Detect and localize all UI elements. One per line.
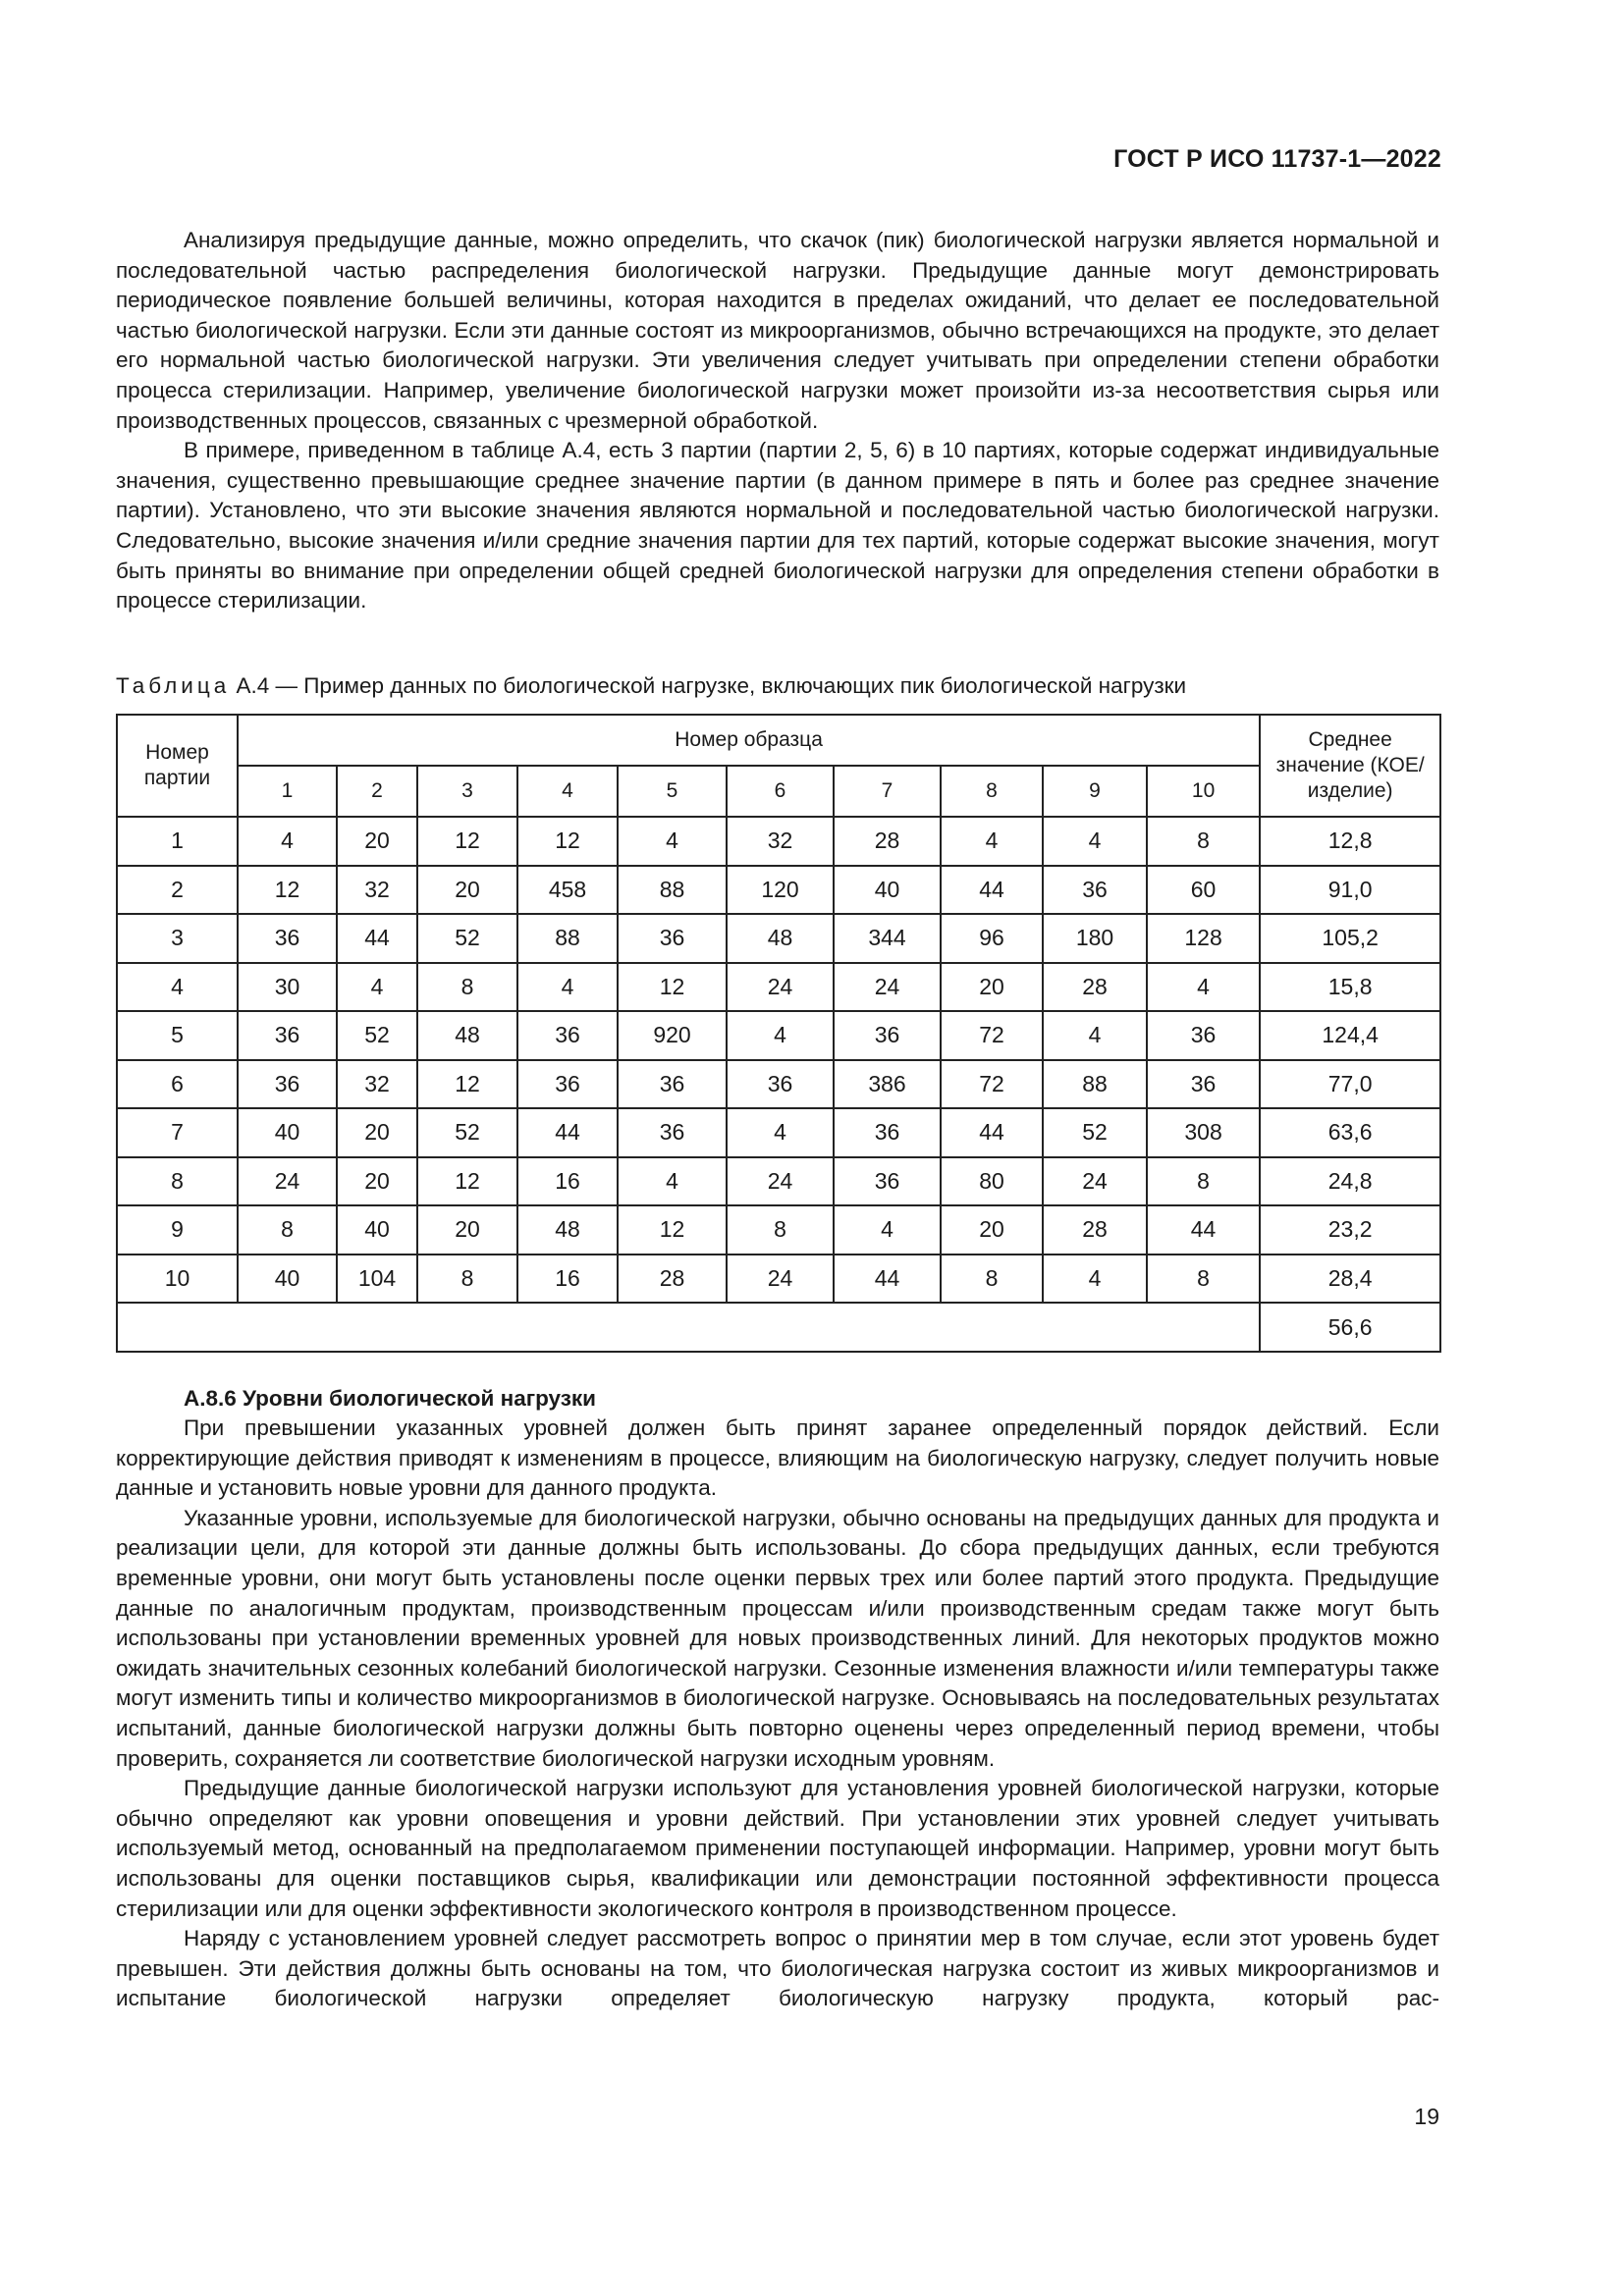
batch-mean-cell: 63,6 bbox=[1260, 1108, 1440, 1157]
sample-value-cell: 44 bbox=[517, 1108, 618, 1157]
sample-value-cell: 8 bbox=[941, 1255, 1043, 1304]
sample-value-cell: 32 bbox=[727, 817, 834, 866]
sample-value-cell: 48 bbox=[417, 1011, 517, 1060]
table-row bbox=[117, 1060, 1440, 1109]
sample-number-cell: 8 bbox=[941, 766, 1043, 817]
sample-value-cell: 8 bbox=[417, 1255, 517, 1304]
sample-value-cell: 20 bbox=[417, 866, 517, 915]
sample-value-cell: 4 bbox=[238, 817, 337, 866]
sample-value-cell: 60 bbox=[1147, 866, 1260, 915]
sample-value-cell: 28 bbox=[1043, 963, 1147, 1012]
sample-value-cell: 4 bbox=[337, 963, 417, 1012]
batch-number-cell: 4 bbox=[117, 963, 238, 1012]
sample-value-cell: 180 bbox=[1043, 914, 1147, 963]
table-row bbox=[117, 963, 1440, 1012]
sample-number-cell: 5 bbox=[618, 766, 727, 817]
sample-value-cell: 24 bbox=[834, 963, 941, 1012]
sample-number-cell: 3 bbox=[417, 766, 517, 817]
sample-value-cell: 40 bbox=[834, 866, 941, 915]
sample-value-cell: 8 bbox=[1147, 1255, 1260, 1304]
sample-value-cell: 88 bbox=[517, 914, 618, 963]
sample-value-cell: 88 bbox=[618, 866, 727, 915]
page-number: 19 bbox=[1414, 2104, 1439, 2129]
table-row bbox=[117, 866, 1440, 915]
sample-value-cell: 4 bbox=[1043, 1011, 1147, 1060]
sample-value-cell: 24 bbox=[727, 1255, 834, 1304]
section-text bbox=[116, 1414, 1439, 2014]
sample-value-cell: 36 bbox=[238, 1060, 337, 1109]
caption-text: А.4 — Пример данных по биологической нагрузке, включающих пик биологической нагрузки bbox=[230, 673, 1187, 698]
paragraph: Указанные уровни, используемые для биологической нагрузки, обычно основаны на предыдущих данных для продукта и реализации цели, для которой эти данные должны быть использованы. До сбора предыдущих данных, если требуются временные уровни, они могут быть установлены после оценки первых трех или более партий этого продукта. Предыдущие данные по аналогичным продуктам, производственным процессам и/или производственным средам также могут быть использованы при установлении временных уровней для новых производственных линий. Для некоторых продуктов можно ожидать значительных сезонных колебаний биологической нагрузки. Сезонные изменения влажности и/или температуры также могут изменить типы и количество микроорганизмов в биологической нагрузке. Основываясь на последовательных результатах испытаний, данные биологической нагрузки должны быть повторно оценены через определенный период времени, чтобы проверить, сохраняется ли соответствие биологической нагрузки исходным уровням. bbox=[116, 1505, 1439, 1771]
batch-mean-cell: 15,8 bbox=[1260, 963, 1440, 1012]
sample-value-cell: 8 bbox=[727, 1205, 834, 1255]
table-row bbox=[117, 1205, 1440, 1255]
sample-value-cell: 8 bbox=[238, 1205, 337, 1255]
sample-value-cell: 72 bbox=[941, 1060, 1043, 1109]
sample-value-cell: 4 bbox=[618, 817, 727, 866]
sample-value-cell: 36 bbox=[727, 1060, 834, 1109]
sample-value-cell: 88 bbox=[1043, 1060, 1147, 1109]
sample-value-cell: 36 bbox=[238, 914, 337, 963]
sample-value-cell: 72 bbox=[941, 1011, 1043, 1060]
sample-value-cell: 4 bbox=[1147, 963, 1260, 1012]
sample-value-cell: 308 bbox=[1147, 1108, 1260, 1157]
batch-mean-cell: 28,4 bbox=[1260, 1255, 1440, 1304]
sample-value-cell: 36 bbox=[834, 1011, 941, 1060]
sample-value-cell: 104 bbox=[337, 1255, 417, 1304]
sample-value-cell: 8 bbox=[417, 963, 517, 1012]
paragraph: Анализируя предыдущие данные, можно определить, что скачок (пик) биологической нагрузки является нормальной и последовательной частью распределения биологической нагрузки. Предыдущие данные могут демонстрировать периодическое появление большей величины, которая находится в пределах ожиданий, что делает ее последовательной частью биологической нагрузки. Если эти данные состоят из микроорганизмов, обычно встречающихся на продукте, это делает его нормальной частью биологической нагрузки. Эти увеличения следует учитывать при определении степени обработки процесса стерилизации. Например, увеличение биологической нагрузки может произойти из-за несоответствия сырья или производственных процессов, связанных с чрезмерной обработкой. bbox=[116, 228, 1439, 433]
table-row bbox=[117, 817, 1440, 866]
sample-value-cell: 44 bbox=[834, 1255, 941, 1304]
overall-mean-cell: 56,6 bbox=[1260, 1303, 1440, 1352]
sample-number-header: Номер образца bbox=[238, 715, 1260, 766]
paragraph: Наряду с установлением уровней следует рассмотреть вопрос о принятии мер в том случае, если этот уровень будет превышен. Эти действия должны быть основаны на том, что биологическая нагрузка состоит из живых микроорганизмов и испытание биологической нагрузки определяет биологическую нагрузку продукта, который рас- bbox=[116, 1926, 1439, 2011]
sample-value-cell: 4 bbox=[727, 1011, 834, 1060]
sample-value-cell: 12 bbox=[417, 1060, 517, 1109]
batch-mean-cell: 105,2 bbox=[1260, 914, 1440, 963]
table-row bbox=[117, 1011, 1440, 1060]
batch-mean-cell: 77,0 bbox=[1260, 1060, 1440, 1109]
sample-number-cell: 2 bbox=[337, 766, 417, 817]
sample-number-cell: 1 bbox=[238, 766, 337, 817]
section-title: А.8.6 Уровни биологической нагрузки bbox=[184, 1386, 597, 1411]
sample-value-cell: 30 bbox=[238, 963, 337, 1012]
sample-value-cell: 24 bbox=[1043, 1157, 1147, 1206]
sample-value-cell: 40 bbox=[238, 1108, 337, 1157]
sample-number-cell: 6 bbox=[727, 766, 834, 817]
sample-value-cell: 24 bbox=[727, 963, 834, 1012]
sample-value-cell: 36 bbox=[517, 1060, 618, 1109]
table-row bbox=[117, 914, 1440, 963]
sample-value-cell: 36 bbox=[618, 914, 727, 963]
batch-mean-cell: 91,0 bbox=[1260, 866, 1440, 915]
sample-value-cell: 36 bbox=[517, 1011, 618, 1060]
sample-value-cell: 36 bbox=[618, 1108, 727, 1157]
sample-value-cell: 48 bbox=[517, 1205, 618, 1255]
sample-value-cell: 16 bbox=[517, 1255, 618, 1304]
sample-number-cell: 10 bbox=[1147, 766, 1260, 817]
paragraph: В примере, приведенном в таблице А.4, есть 3 партии (партии 2, 5, 6) в 10 партиях, которые содержат индивидуальные значения, существенно превышающие среднее значение партии (в данном примере в пять и более раз среднее значение партии). Установлено, что эти высокие значения являются нормальной и последовательной частью биологической нагрузки. Следовательно, высокие значения и/или средние значения партии для тех партий, которые содержат высокие значения, могут быть приняты во внимание при определении общей средней биологической нагрузки для определения степени обработки в процессе стерилизации. bbox=[116, 438, 1439, 614]
sample-value-cell: 4 bbox=[517, 963, 618, 1012]
sample-value-cell: 28 bbox=[834, 817, 941, 866]
table-row bbox=[117, 1157, 1440, 1206]
batch-number-cell: 5 bbox=[117, 1011, 238, 1060]
sample-value-cell: 16 bbox=[517, 1157, 618, 1206]
batch-number-cell: 1 bbox=[117, 817, 238, 866]
sample-number-cell: 7 bbox=[834, 766, 941, 817]
sample-value-cell: 458 bbox=[517, 866, 618, 915]
batch-number-cell: 6 bbox=[117, 1060, 238, 1109]
sample-value-cell: 24 bbox=[238, 1157, 337, 1206]
sample-value-cell: 20 bbox=[941, 963, 1043, 1012]
document-header: ГОСТ Р ИСО 11737-1—2022 bbox=[1113, 145, 1441, 173]
sample-value-cell: 52 bbox=[417, 1108, 517, 1157]
batch-mean-cell: 12,8 bbox=[1260, 817, 1440, 866]
sample-value-cell: 36 bbox=[618, 1060, 727, 1109]
sample-value-cell: 20 bbox=[337, 817, 417, 866]
batch-mean-cell: 124,4 bbox=[1260, 1011, 1440, 1060]
sample-value-cell: 24 bbox=[727, 1157, 834, 1206]
sample-value-cell: 12 bbox=[417, 1157, 517, 1206]
sample-value-cell: 4 bbox=[1043, 1255, 1147, 1304]
sample-value-cell: 36 bbox=[1147, 1011, 1260, 1060]
table-caption bbox=[116, 671, 1451, 701]
sample-value-cell: 4 bbox=[618, 1157, 727, 1206]
sample-value-cell: 36 bbox=[1043, 866, 1147, 915]
sample-value-cell: 52 bbox=[1043, 1108, 1147, 1157]
sample-value-cell: 44 bbox=[337, 914, 417, 963]
sample-value-cell: 36 bbox=[834, 1108, 941, 1157]
sample-value-cell: 128 bbox=[1147, 914, 1260, 963]
sample-value-cell: 20 bbox=[941, 1205, 1043, 1255]
table-row bbox=[117, 1255, 1440, 1304]
sample-value-cell: 344 bbox=[834, 914, 941, 963]
intro-text bbox=[116, 226, 1439, 616]
table-row bbox=[117, 1108, 1440, 1157]
sample-value-cell: 52 bbox=[337, 1011, 417, 1060]
paragraph: При превышении указанных уровней должен быть принят заранее определенный порядок действий. Если корректирующие действия приводят к изменениям в процессе, влияющим на биологическую нагрузку, следует получить новые данные и установить новые уровни для данного продукта. bbox=[116, 1415, 1439, 1501]
sample-value-cell: 12 bbox=[517, 817, 618, 866]
sample-value-cell: 8 bbox=[1147, 1157, 1260, 1206]
mean-value-header: Среднее значение (КОЕ/ изделие) bbox=[1260, 715, 1440, 817]
sample-value-cell: 28 bbox=[1043, 1205, 1147, 1255]
sample-value-cell: 8 bbox=[1147, 817, 1260, 866]
sample-value-cell: 12 bbox=[618, 963, 727, 1012]
sample-value-cell: 28 bbox=[618, 1255, 727, 1304]
paragraph: Предыдущие данные биологической нагрузки используют для установления уровней биологической нагрузки, которые обычно определяют как уровни оповещения и уровни действий. При установлении этих уровней следует учитывать используемый метод, основанный на предполагаемом применении поступающей информации. Например, уровни могут быть использованы для оценки поставщиков сырья, квалификации или демонстрации постоянной эффективности процесса стерилизации или для оценки эффективности экологического контроля в производственном процессе. bbox=[116, 1776, 1439, 1921]
sample-value-cell: 20 bbox=[337, 1108, 417, 1157]
sample-value-cell: 12 bbox=[618, 1205, 727, 1255]
batch-number-cell: 10 bbox=[117, 1255, 238, 1304]
sample-value-cell: 48 bbox=[727, 914, 834, 963]
sample-value-cell: 44 bbox=[1147, 1205, 1260, 1255]
sample-value-cell: 40 bbox=[238, 1255, 337, 1304]
sample-value-cell: 4 bbox=[727, 1108, 834, 1157]
batch-number-cell: 9 bbox=[117, 1205, 238, 1255]
batch-mean-cell: 24,8 bbox=[1260, 1157, 1440, 1206]
sample-value-cell: 80 bbox=[941, 1157, 1043, 1206]
batch-number-cell: 2 bbox=[117, 866, 238, 915]
sample-value-cell: 36 bbox=[834, 1157, 941, 1206]
sample-value-cell: 920 bbox=[618, 1011, 727, 1060]
sample-value-cell: 20 bbox=[417, 1205, 517, 1255]
sample-number-cell: 4 bbox=[517, 766, 618, 817]
batch-number-cell: 7 bbox=[117, 1108, 238, 1157]
sample-value-cell: 96 bbox=[941, 914, 1043, 963]
sample-number-cell: 9 bbox=[1043, 766, 1147, 817]
sample-value-cell: 36 bbox=[1147, 1060, 1260, 1109]
sample-value-cell: 4 bbox=[941, 817, 1043, 866]
sample-value-cell: 120 bbox=[727, 866, 834, 915]
sample-value-cell: 32 bbox=[337, 1060, 417, 1109]
sample-value-cell: 32 bbox=[337, 866, 417, 915]
bioburden-table bbox=[116, 714, 1441, 1353]
batch-number-cell: 3 bbox=[117, 914, 238, 963]
sample-value-cell: 12 bbox=[417, 817, 517, 866]
batch-number-header: Номер партии bbox=[117, 715, 238, 817]
batch-number-cell: 8 bbox=[117, 1157, 238, 1206]
sample-value-cell: 12 bbox=[238, 866, 337, 915]
caption-label: Таблица bbox=[116, 673, 231, 698]
sample-value-cell: 40 bbox=[337, 1205, 417, 1255]
total-label-cell bbox=[117, 1303, 1260, 1352]
sample-value-cell: 20 bbox=[337, 1157, 417, 1206]
batch-mean-cell: 23,2 bbox=[1260, 1205, 1440, 1255]
sample-value-cell: 386 bbox=[834, 1060, 941, 1109]
sample-value-cell: 44 bbox=[941, 1108, 1043, 1157]
sample-value-cell: 36 bbox=[238, 1011, 337, 1060]
sample-value-cell: 52 bbox=[417, 914, 517, 963]
sample-value-cell: 4 bbox=[834, 1205, 941, 1255]
sample-value-cell: 44 bbox=[941, 866, 1043, 915]
sample-value-cell: 4 bbox=[1043, 817, 1147, 866]
